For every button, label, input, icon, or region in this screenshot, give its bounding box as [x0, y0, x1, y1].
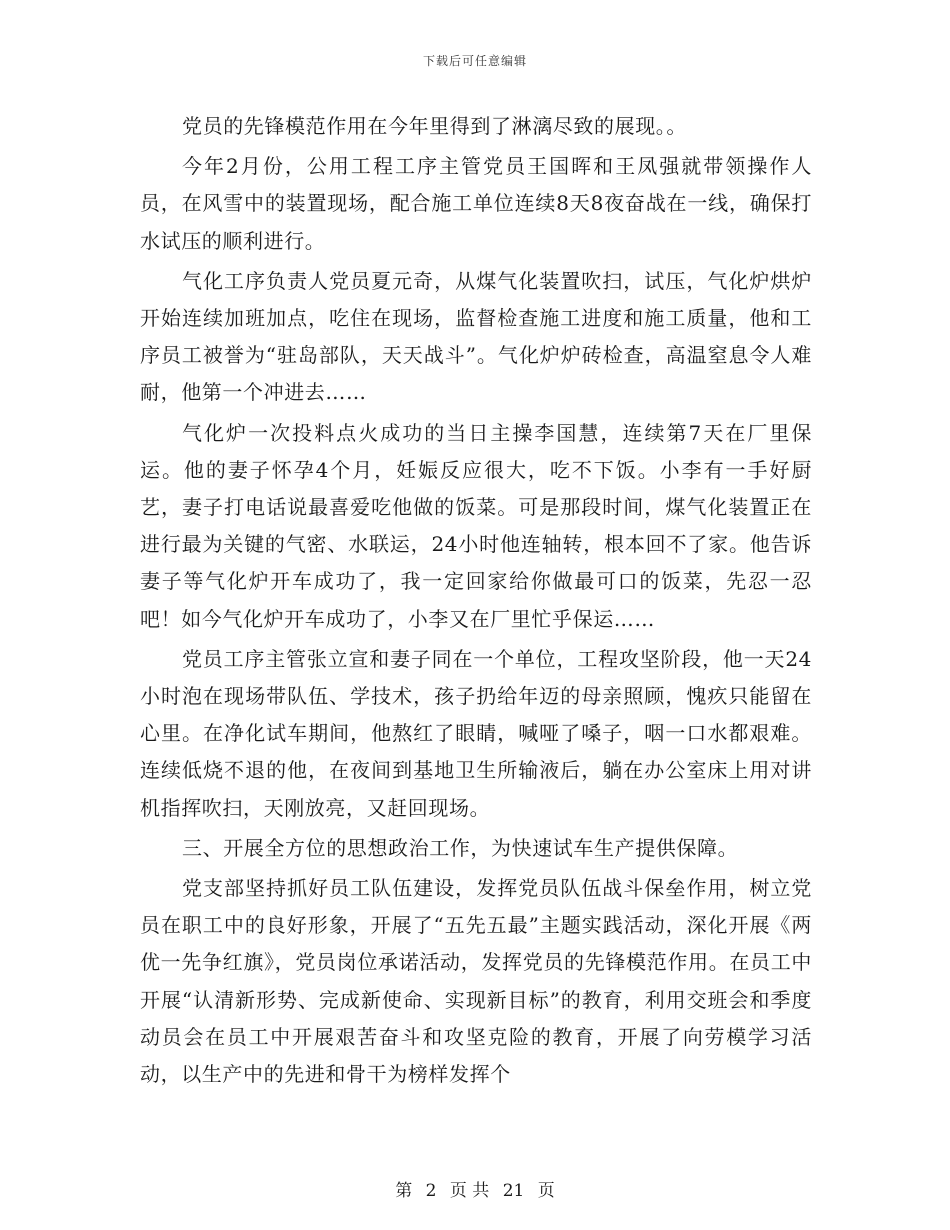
- paragraph-2: 今年2月份，公用工程工序主管党员王国晖和王凤强就带领操作人员，在风雪中的装置现场，配合施工单位连续8天8夜奋战在一线，确保打水试压的顺利进行。: [140, 154, 812, 253]
- page-footer: [0, 1176, 950, 1201]
- paragraph-1: 党员的先锋模范作用在今年里得到了淋漓尽致的展现。。: [182, 114, 687, 138]
- page-header: 下载后可任意编辑: [422, 54, 527, 68]
- current-page-number: 2: [425, 1181, 437, 1201]
- footer-middle: 页 共: [449, 1181, 490, 1201]
- paragraph-5: 党员工序主管张立宣和妻子同在一个单位，工程攻坚阶段，他一天24小时泡在现场带队伍、学技术，孩子扔给年迈的母亲照顾，愧疚只能留在心里。在净化试车期间，他熬红了眼睛，喊哑了嗓子，咽一口水都艰难。连续低烧不退的他，在夜间到基地卫生所输液后，躺在办公室床上用对讲机指挥吹扫，天刚放亮，又赶回现场。: [140, 646, 812, 820]
- total-page-count: 21: [502, 1181, 525, 1201]
- footer-prefix: 第: [395, 1181, 413, 1201]
- paragraph-3: 气化工序负责人党员夏元奇，从煤气化装置吹扫，试压，气化炉烘炉开始连续加班加点，吃住在现场，监督检查施工进度和施工质量，他和工序员工被誉为“驻岛部队，天天战斗”。气化炉炉砖检查，高温窒息令人难耐，他第一个冲进去……: [140, 268, 812, 405]
- document-body: [140, 108, 812, 1096]
- section-heading: 三、开展全方位的思想政治工作，为快速试车生产提供保障。: [182, 835, 739, 860]
- paragraph-4: 气化炉一次投料点火成功的当日主操李国慧，连续第7天在厂里保运。他的妻子怀孕4个月，妊娠反应很大，吃不下饭。小李有一手好厨艺，妻子打电话说最喜爱吃他做的饭菜。可是那段时间，煤气化装置正在进行最为关键的气密、水联运，24小时他连轴转，根本回不了家。他告诉妻子等气化炉开车成功了，我一定回家给你做最可口的饭菜，先忍一忍吧！如今气化炉开车成功了，小李又在厂里忙乎保运……: [140, 420, 812, 631]
- paragraph-7: 党支部坚持抓好员工队伍建设，发挥党员队伍战斗保垒作用，树立党员在职工中的良好形象，开展了“五先五最”主题实践活动，深化开展《两优一先争红旗》，党员岗位承诺活动，发挥党员的先锋模范作用。在员工中开展“认清新形势、完成新使命、实现新目标”的教育，利用交班会和季度动员会在员工中开展艰苦奋斗和攻坚克险的教育，开展了向劳模学习活动，以生产中的先进和骨干为榜样发挥个: [140, 876, 812, 1087]
- footer-suffix: 页: [537, 1181, 555, 1201]
